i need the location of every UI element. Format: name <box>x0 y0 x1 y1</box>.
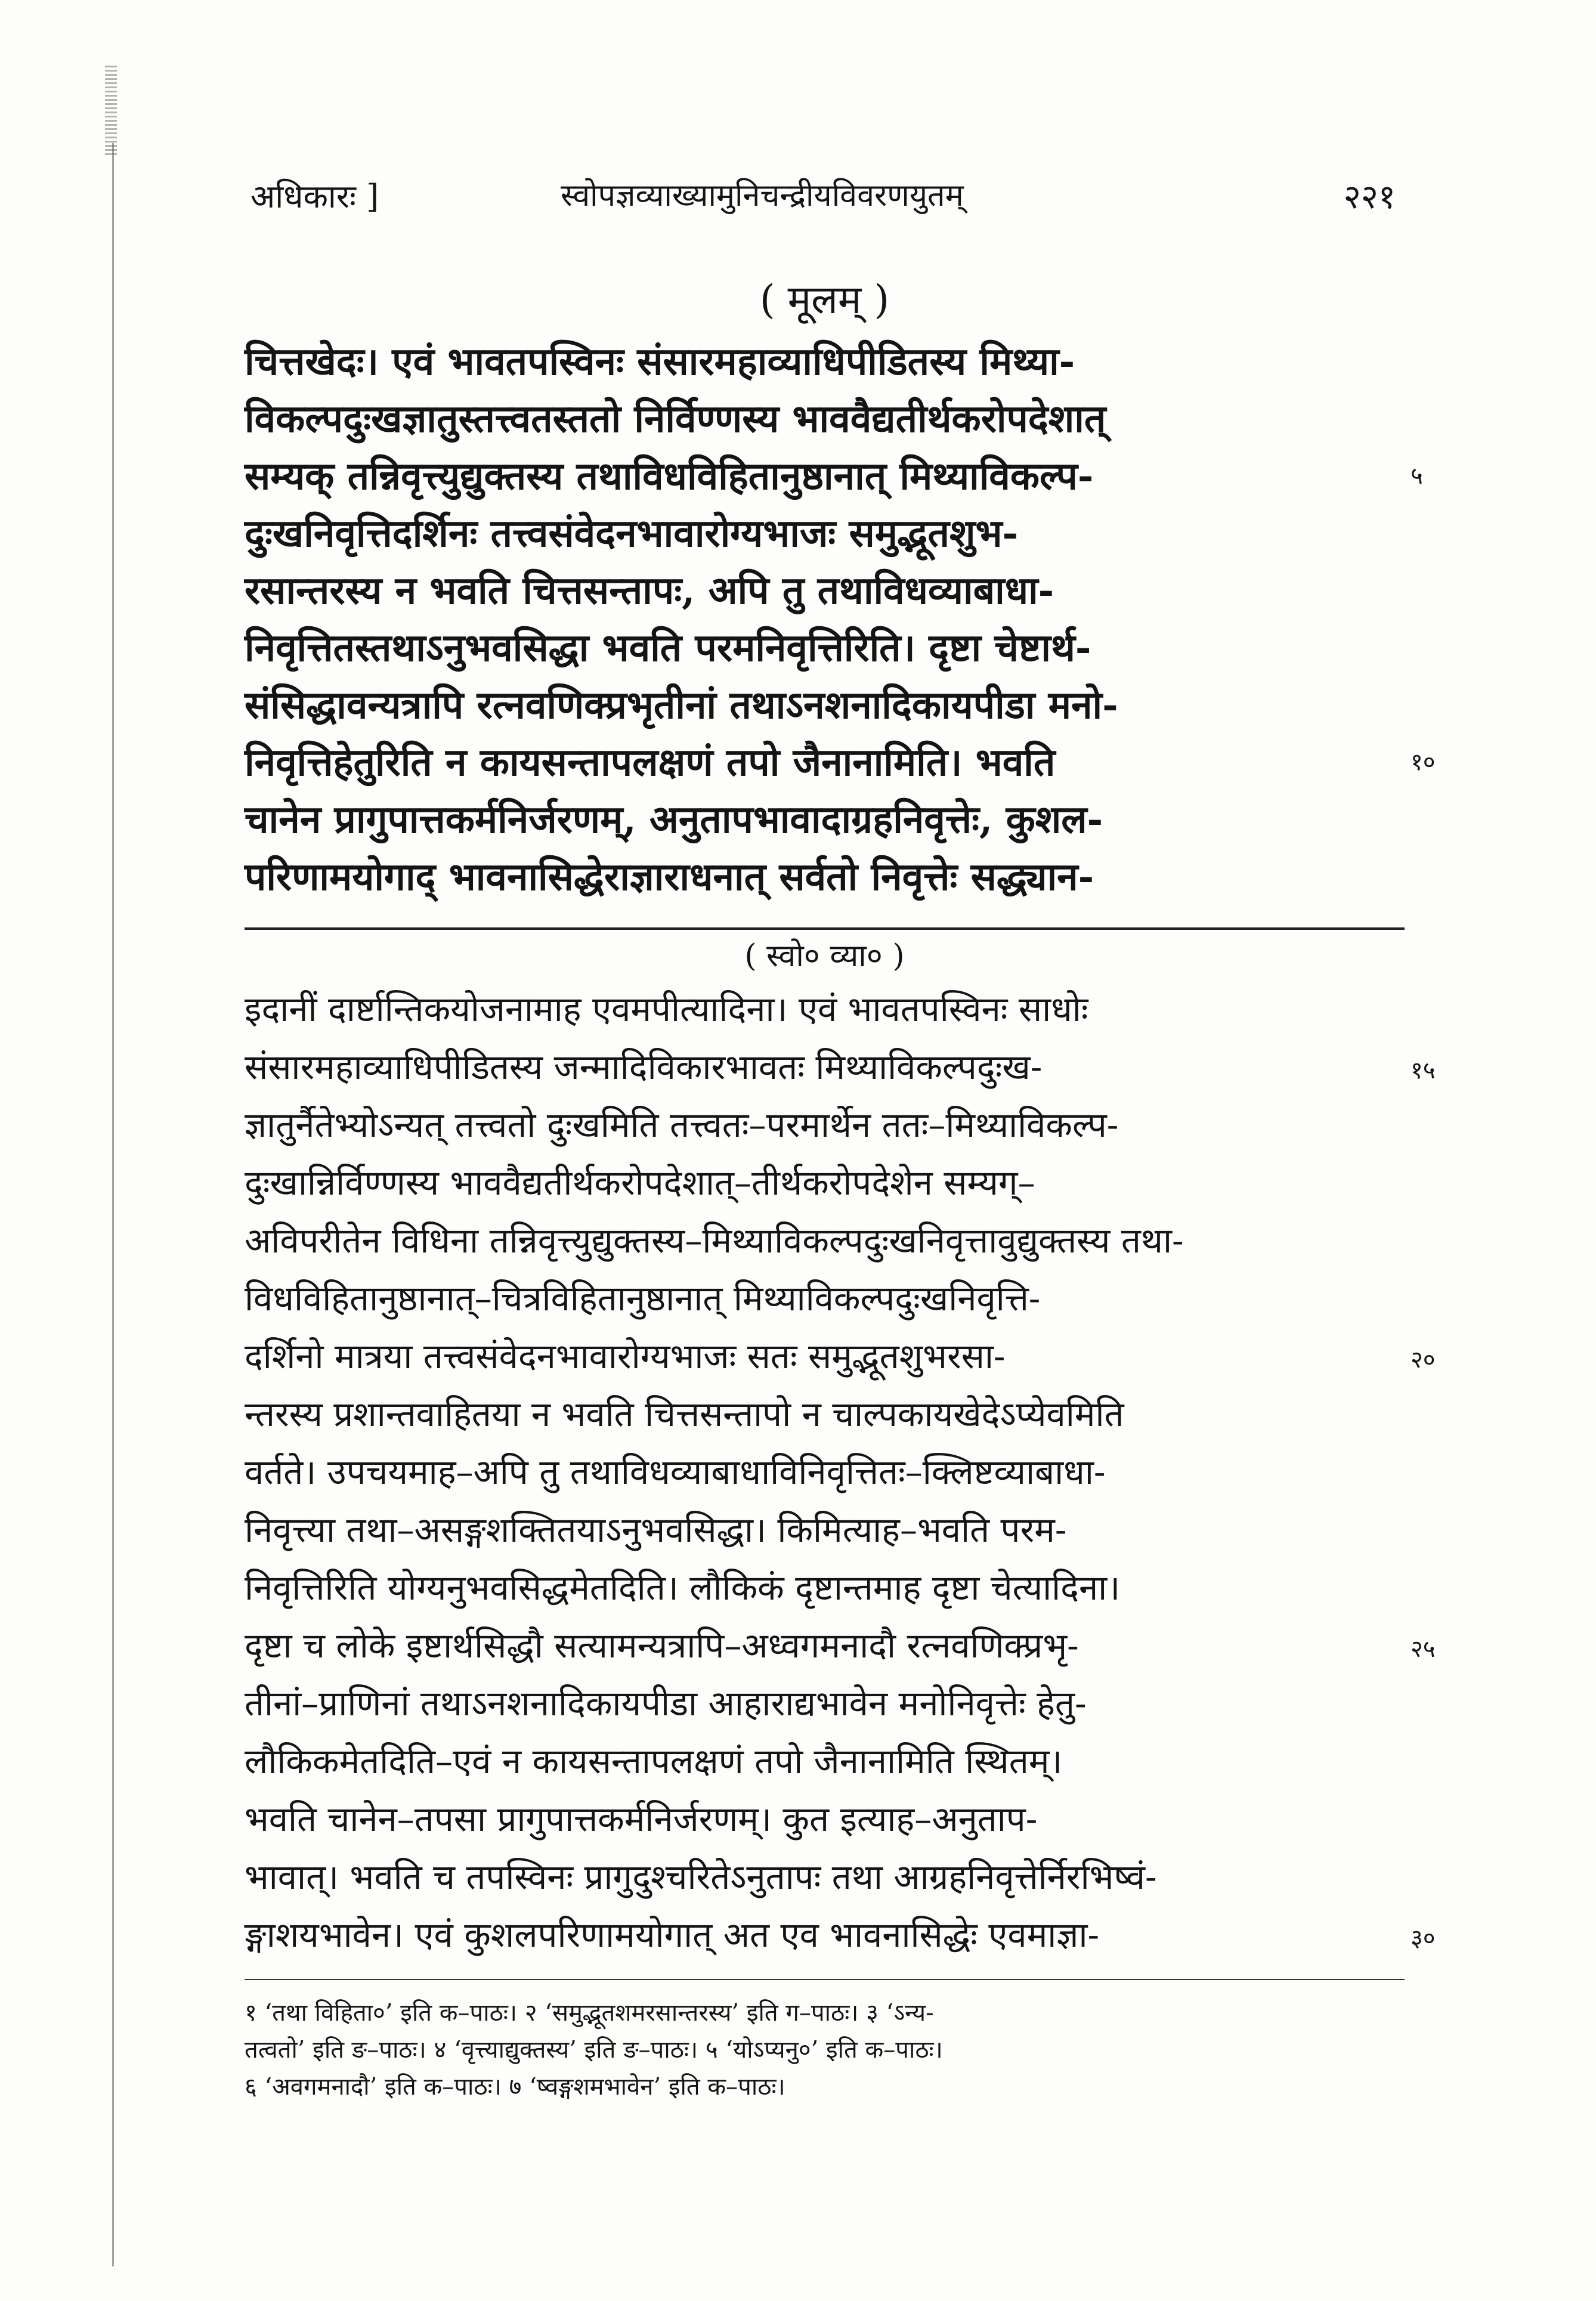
mula-line: निवृत्तितस्तथाऽनुभवसिद्धा भवति परमनिवृत्तिरिति। दृष्टा चेष्टार्थ- <box>245 626 1091 670</box>
mula-line: संसिद्धावन्यत्रापि रत्नवणिक्प्रभृतीनां तथाऽनशनादिकायपीडा मनो- <box>245 683 1118 728</box>
binding-mark <box>105 66 117 155</box>
mula-line: चानेन प्रागुपात्तकर्मनिर्जरणम्, अनुतापभावादाग्रहनिवृत्तेः, कुशल- <box>245 797 1103 842</box>
commentary-line: इदानीं दार्ष्टान्तिकयोजनामाह एवमपीत्यादिना। एवं भावतपस्विनः साधोः <box>245 989 1088 1029</box>
line-number: २० <box>1411 1346 1436 1374</box>
mula-line: दुःखनिवृत्तिदर्शिनः तत्त्वसंवेदनभावारोग्यभाजः समुद्भूतशुभ- <box>245 511 1019 556</box>
mula-line: निवृत्तिहेतुरिति न कायसन्तापलक्षणं तपो जैनानामिति। भवति <box>245 740 1056 785</box>
commentary-line: भावात्। भवति च तपस्विनः प्रागुदुश्चरितेऽनुतापः तथा आग्रहनिवृत्तेर्निरभिष्वं- <box>245 1857 1157 1897</box>
commentary-line: ङ्गाशयभावेन। एवं कुशलपरिणामयोगात् अत एव भावनासिद्धेः एवमाज्ञा- <box>245 1915 1100 1955</box>
commentary-line: विधविहितानुष्ठानात्–चित्रविहितानुष्ठानात् मिथ्याविकल्पदुःखनिवृत्ति- <box>245 1278 1041 1319</box>
commentary-line: निवृत्त्या तथा–असङ्गशक्तितयाऽनुभवसिद्धा। किमित्याह–भवति परम- <box>245 1510 1067 1550</box>
mula-line: विकल्पदुःखज्ञातुस्तत्त्वतस्ततो निर्विण्णस्य भाववैद्यतीर्थकरोपदेशात् <box>245 397 1106 441</box>
running-title: स्वोपज्ञव्याख्यामुनिचन्द्रीयविवरणयुतम् <box>561 178 964 214</box>
mula-line: सम्यक् तन्निवृत्त्युद्युक्तस्य तथाविधविहितानुष्ठानात् मिथ्याविकल्प- <box>245 454 1094 499</box>
commentary-text-block <box>245 984 1436 1998</box>
commentary-line: तीनां–प्राणिनां तथाऽनशनादिकायपीडा आहाराद्यभावेन मनोनिवृत्तेः हेतु- <box>245 1683 1087 1724</box>
line-number: ५ <box>1411 462 1423 490</box>
commentary-line: लौकिकमेतदिति–एवं न कायसन्तापलक्षणं तपो जैनानामिति स्थितम्। <box>245 1741 1063 1782</box>
footnotes-block <box>245 1995 1405 2126</box>
commentary-line: वर्तते। उपचयमाह–अपि तु तथाविधव्याबाधाविनिवृत्तितः–क्लिष्टव्याबाधा- <box>245 1452 1106 1492</box>
footnote-line: ६ ‘अवगमनादौ’ इति क–पाठः। ७ ‘ष्वङ्गशमभावेन’ इति क–पाठः। <box>245 2073 785 2101</box>
line-number: २५ <box>1411 1635 1436 1663</box>
commentary-line: न्तरस्य प्रशान्तवाहितया न भवति चित्तसन्तापो न चाल्पकायखेदेऽप्येवमिति <box>245 1394 1124 1434</box>
commentary-line: दृष्टा च लोके इष्टार्थसिद्धौ सत्यामन्यत्रापि–अध्वगमनादौ रत्नवणिक्प्रभृ- <box>245 1625 1079 1666</box>
commentary-line: ज्ञातुर्नैतेभ्योऽन्यत् तत्त्वतो दुःखमिति तत्त्वतः–परमार्थेन ततः–मिथ्याविकल्प- <box>245 1105 1119 1145</box>
commentary-line: निवृत्तिरिति योग्यनुभवसिद्धमेतदिति। लौकिकं दृष्टान्तमाह दृष्टा चेत्यादिना। <box>245 1567 1121 1608</box>
line-number: ३० <box>1411 1925 1436 1952</box>
commentary-line: अविपरीतेन विधिना तन्निवृत्त्युद्युक्तस्य–मिथ्याविकल्पदुःखनिवृत्तावुद्युक्तस्य तथा- <box>245 1220 1184 1261</box>
binding-edge-line <box>112 143 114 2266</box>
chapter-marker: अधिकारः ] <box>250 178 379 215</box>
section-divider <box>245 927 1405 930</box>
commentary-line: दुःखान्निर्विण्णस्य भाववैद्यतीर्थकरोपदेशात्–तीर्थकरोपदेशेन सम्यग्– <box>245 1162 1035 1203</box>
line-number: १० <box>1411 749 1436 776</box>
vyakhya-heading: ( स्वो० व्या० ) <box>744 938 905 974</box>
page-number: २२१ <box>1343 178 1396 217</box>
line-number: १५ <box>1411 1057 1436 1084</box>
footnote-divider <box>245 1979 1405 1980</box>
mula-text-block <box>245 334 1436 930</box>
mula-heading: ( मूलम् ) <box>759 277 890 323</box>
commentary-line: भवति चानेन–तपसा प्रागुपात्तकर्मनिर्जरणम्। कुत इत्याह–अनुताप- <box>245 1799 1038 1839</box>
footnote-line: तत्वतो’ इति ङ–पाठः। ४ ‘वृत्त्याद्युक्तस्य’ इति ङ–पाठः। ५ ‘योऽप्यनु०’ इति क–पाठः। <box>245 2036 943 2064</box>
mula-line: चित्तखेदः। एवं भावतपस्विनः संसारमहाव्याधिपीडितस्य मिथ्या- <box>245 339 1075 384</box>
commentary-line: संसारमहाव्याधिपीडितस्य जन्मादिविकारभावतः मिथ्याविकल्पदुःख- <box>245 1047 1043 1087</box>
mula-line: रसान्तरस्य न भवति चित्तसन्तापः, अपि तु तथाविधव्याबाधा- <box>245 568 1054 613</box>
mula-line: परिणामयोगाद् भावनासिद्धेराज्ञाराधनात् सर्वतो निवृत्तेः सद्ध्यान- <box>245 855 1094 899</box>
commentary-line: दर्शिनो मात्रया तत्त्वसंवेदनभावारोग्यभाजः सतः समुद्भूतशुभरसा- <box>245 1336 1006 1377</box>
footnote-line: १ ‘तथा विहिता०’ इति क–पाठः। २ ‘समुद्भूतशमरसान्तरस्य’ इति ग–पाठः। ३ ‘ऽन्य- <box>245 1999 934 2027</box>
running-header <box>250 167 1396 233</box>
